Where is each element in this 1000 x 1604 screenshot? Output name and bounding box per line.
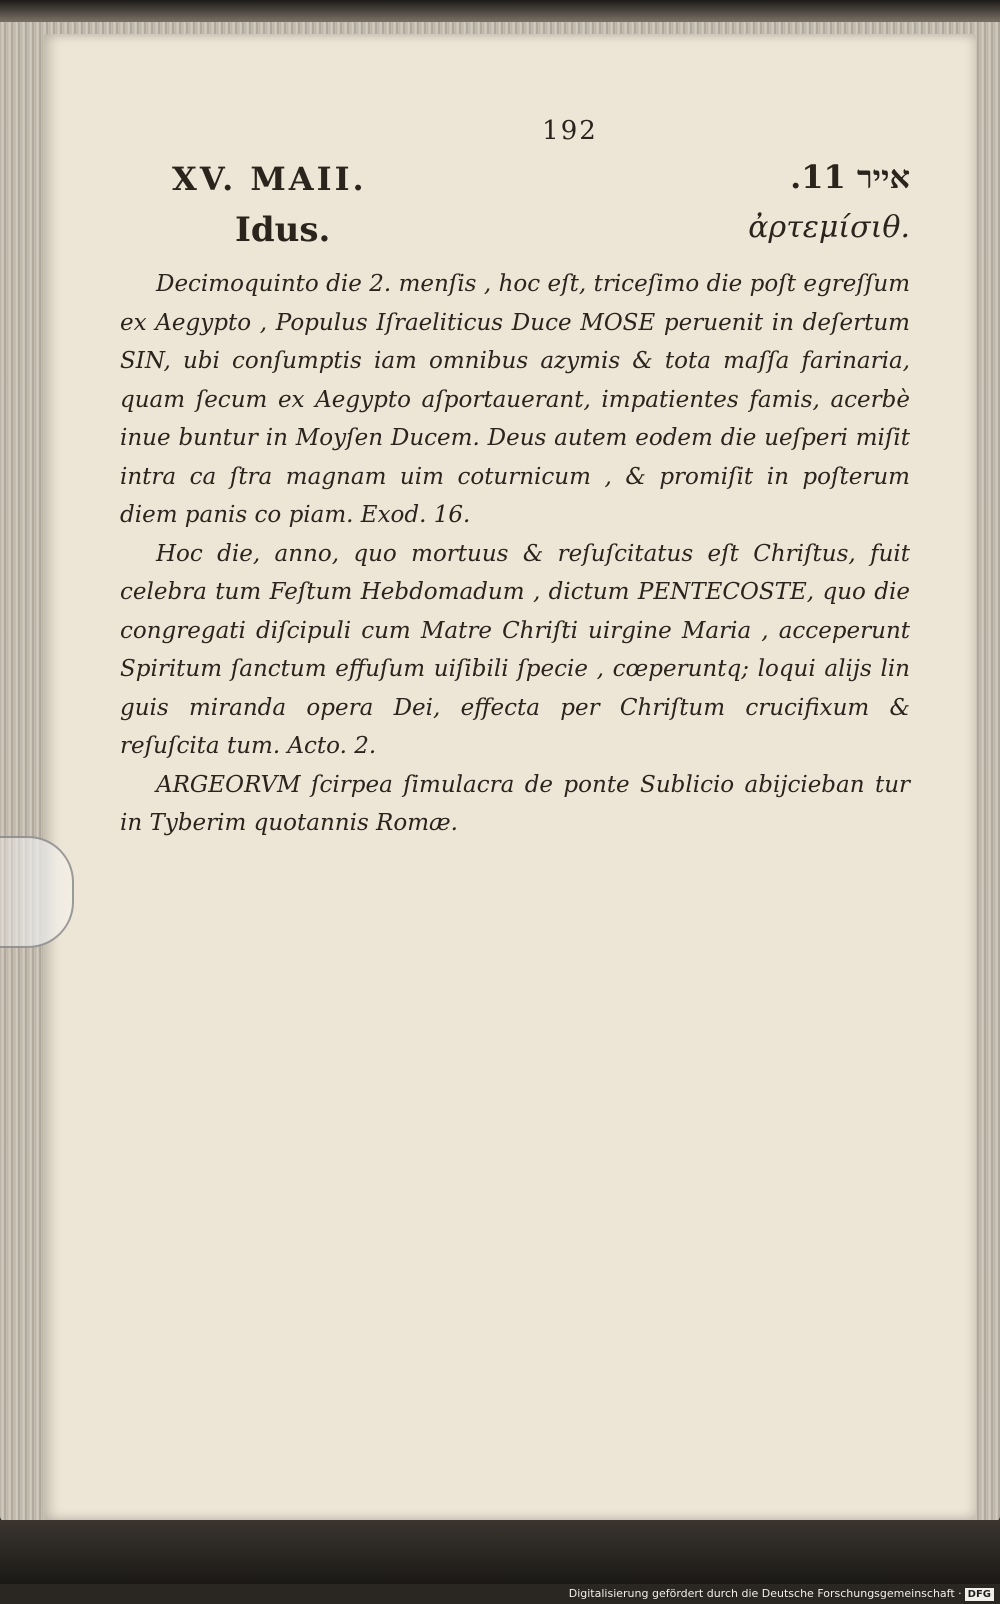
heading-date: XV. MAII. xyxy=(172,160,367,198)
heading-hebrew-month: אייר 11. xyxy=(790,158,910,196)
footer-text: Digitalisierung gefördert durch die Deutsche Forschungsgemeinschaft · xyxy=(568,1587,962,1600)
digitization-footer xyxy=(569,1585,994,1602)
body-text xyxy=(120,265,910,843)
page-clip xyxy=(0,836,74,948)
paragraph-3: ARGEORVM ſcirpea ſimulacra de ponte Sublicio abijcieban tur in Tyberim quotannis Romæ. xyxy=(120,771,910,836)
paragraph-1: Decimoquinto die 2. menſis , hoc eſt, triceſimo die poſt egreſſum ex Aegypto , Populus Iſraeliticus Duce MOSE peruenit in deſertum SIN, ubi conſumptis iam omnibus azymis & tota maſſa farinaria, quam ſecum ex Aegypto aſportauerant, impatientes famis, acerbè inue buntur in Moyſen Ducem. Deus autem eodem die ueſperi miſit intra ca ſtra magnam uim coturnicum , & promiſit in poſterum diem panis co piam. Exod. 16. xyxy=(120,271,910,528)
dfg-logo: DFG xyxy=(965,1588,994,1601)
paragraph-2: Hoc die, anno, quo mortuus & reſuſcitatus eſt Chriſtus, fuit celebra tum Feſtum Hebdomadum , dictum PENTECOSTE, quo die congregati diſcipuli cum Matre Chriſti uirgine Maria , acceperunt Spiritum ſanctum effuſum uiſibili ſpecie , cœperuntq; loqui alijs lin guis miranda opera Dei, effecta per Chriſtum crucifixum & reſuſcita tum. Acto. 2. xyxy=(120,540,910,759)
heading-idus: Idus. xyxy=(235,210,331,250)
page-number: 192 xyxy=(542,116,598,146)
heading-greek-month: ἀρτεμίσιθ. xyxy=(748,210,910,245)
book-bottom-edge xyxy=(0,1520,1000,1584)
